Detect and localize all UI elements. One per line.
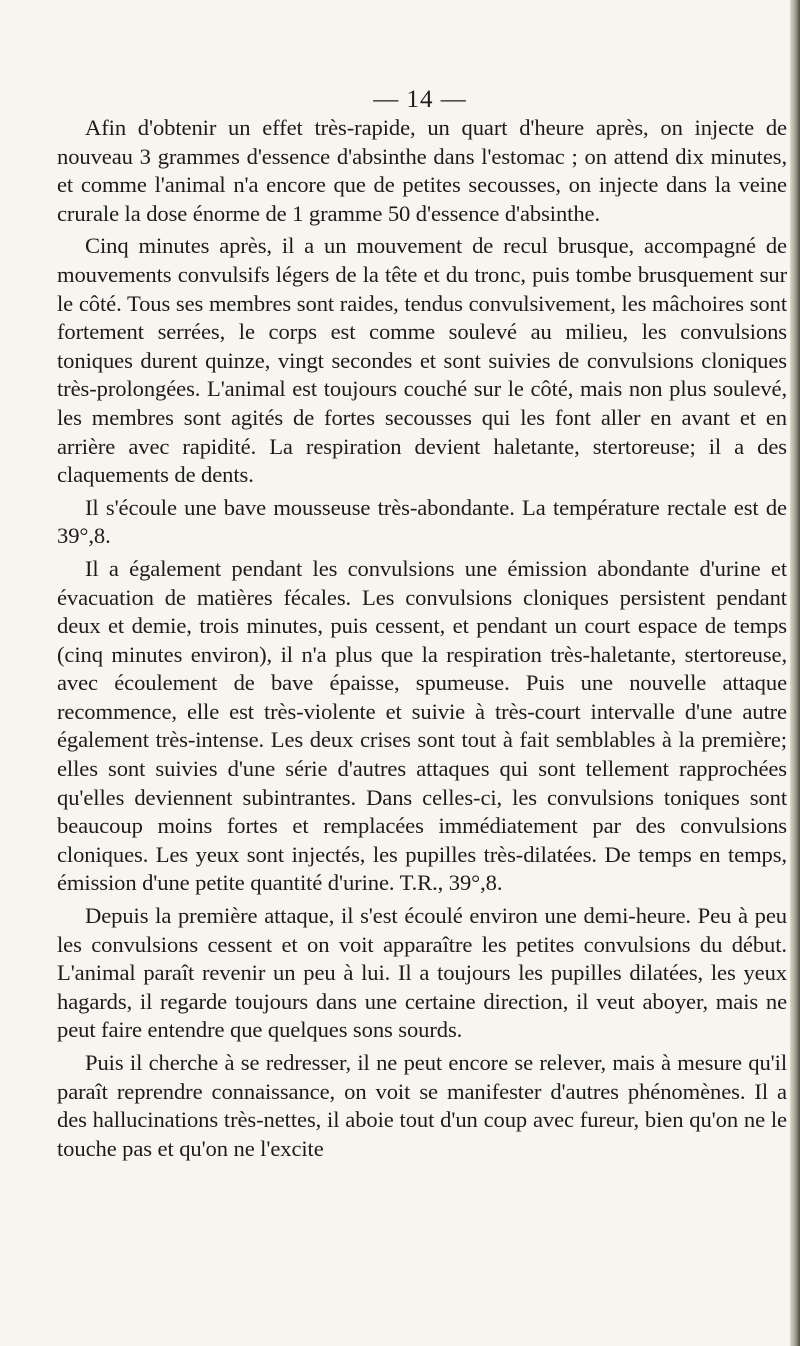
paragraph: Depuis la première attaque, il s'est écoulé environ une demi-heure. Peu à peu les convulsions cessent et on voit apparaître les petites convulsions du début. L'animal paraît revenir un peu à lui. Il a toujours les pupilles dilatées, les yeux hagards, il regarde toujours dans une certaine direction, il veut aboyer, mais ne peut faire entendre que quelques sons sourds. (57, 903, 787, 1043)
paragraph: Afin d'obtenir un effet très-rapide, un quart d'heure après, on injecte de nouveau 3 grammes d'essence d'absinthe dans l'estomac ; on attend dix minutes, et comme l'animal n'a encore que de petites secousses, on injecte dans la veine crurale la dose énorme de 1 gramme 50 d'essence d'absinthe. (57, 115, 787, 226)
paragraph: Cinq minutes après, il a un mouvement de recul brusque, accompagné de mouvements convulsifs légers de la tête et du tronc, puis tombe brusquement sur le côté. Tous ses membres sont raides, tendus convulsivement, les mâchoires sont fortement serrées, le corps est comme soulevé au milieu, les convulsions toniques durent quinze, vingt secondes et sont suivies de convulsions cloniques très-prolongées. L'animal est toujours couché sur le côté, mais non plus soulevé, les membres sont agités de fortes secousses qui les font aller en avant et en arrière avec rapidité. La respiration devient haletante, stertoreuse; il a des claquements de dents. (57, 233, 787, 488)
page-edge-shadow (790, 0, 800, 1346)
body-text (57, 114, 787, 1167)
paragraph: Puis il cherche à se redresser, il ne peut encore se relever, mais à mesure qu'il paraît reprendre connaissance, on voit se manifester d'autres phénomènes. Il a des hallucinations très-nettes, il aboie tout d'un coup avec fureur, bien qu'on ne le touche pas et qu'on ne l'excite (57, 1050, 787, 1161)
paragraph: Il s'écoule une bave mousseuse très-abondante. La température rectale est de 39°,8. (57, 494, 787, 549)
page-number: — 14 — (373, 86, 467, 113)
paragraph: Il a également pendant les convulsions une émission abondante d'urine et évacuation de matières fécales. Les convulsions cloniques persistent pendant deux et demie, trois minutes, puis cessent, et pendant un court espace de temps (cinq minutes environ), il n'a plus que la respiration très-haletante, stertoreuse, avec écoulement de bave épaisse, spumeuse. Puis une nouvelle attaque recommence, elle est très-violente et suivie à très-court intervalle d'une autre également très-intense. Les deux crises sont tout à fait semblables à la première; elles sont suivies d'une série d'autres attaques qui sont tellement rapprochées qu'elles deviennent subintrantes. Dans celles-ci, les convulsions toniques sont beaucoup moins fortes et remplacées immédiatement par des convulsions cloniques. Les yeux sont injectés, les pupilles très-dilatées. De temps en temps, émission d'une petite quantité d'urine. T.R., 39°,8. (57, 555, 787, 896)
